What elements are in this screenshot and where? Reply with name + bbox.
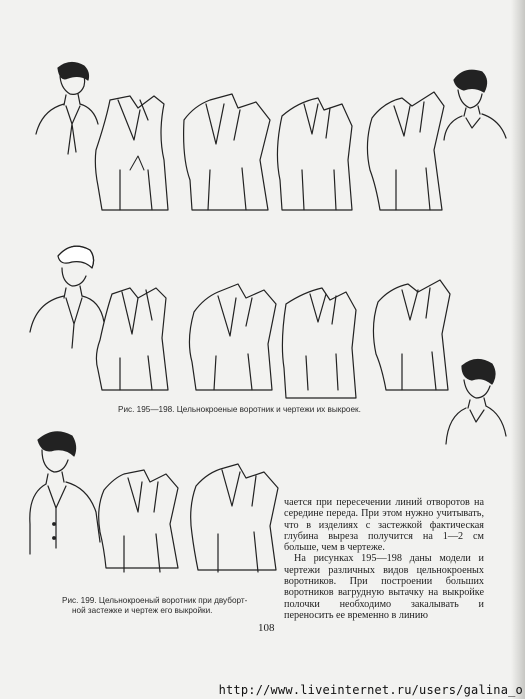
figure-caption-199 [62,596,272,616]
body-text-column [284,497,484,621]
pattern-197-b [282,288,356,398]
figure-caption-195-198: Рис. 195—198. Цельнокроеные воротник и чертежи их выкроек. [118,405,361,414]
woman-portrait-5 [30,432,100,554]
pattern-197 [277,98,352,210]
woman-portrait-4 [446,359,506,444]
pattern-195-b [96,288,168,390]
woman-portrait-3 [30,246,104,348]
pattern-198 [367,92,444,210]
watermark-url[interactable]: http://www.liveinternet.ru/users/galina_o [218,683,523,697]
pattern-198-b [373,280,450,390]
figure-caption-199-line1: Рис. 199. Цельнокроеный воротник при двуборт- [62,596,248,605]
woman-portrait-1 [36,62,98,154]
pattern-195 [95,96,168,210]
page-number: 108 [258,622,275,634]
body-paragraph-1: чается при пересечении линий отворотов на середине переда. При этом нужно учитывать, что в изделиях с застежкой фактическая глубина выреза получится на 1—2 см больше, чем в чертеже. [284,497,484,554]
pattern-196-b [189,284,276,390]
woman-portrait-2 [444,70,506,140]
body-paragraph-2: На рисунках 195—198 даны модели и чертежи различных видов цельнокроеных воротников. При построении больших воротников вагрудную вытачку на выкройке полочки необходимо закалывать и переносить ее временно в линию [284,553,484,621]
pattern-199-b [191,464,278,572]
pattern-196 [184,94,270,210]
figure-caption-199-line2: ной застежке и чертеж его выкройки. [72,606,213,615]
pattern-199-a [99,470,178,572]
